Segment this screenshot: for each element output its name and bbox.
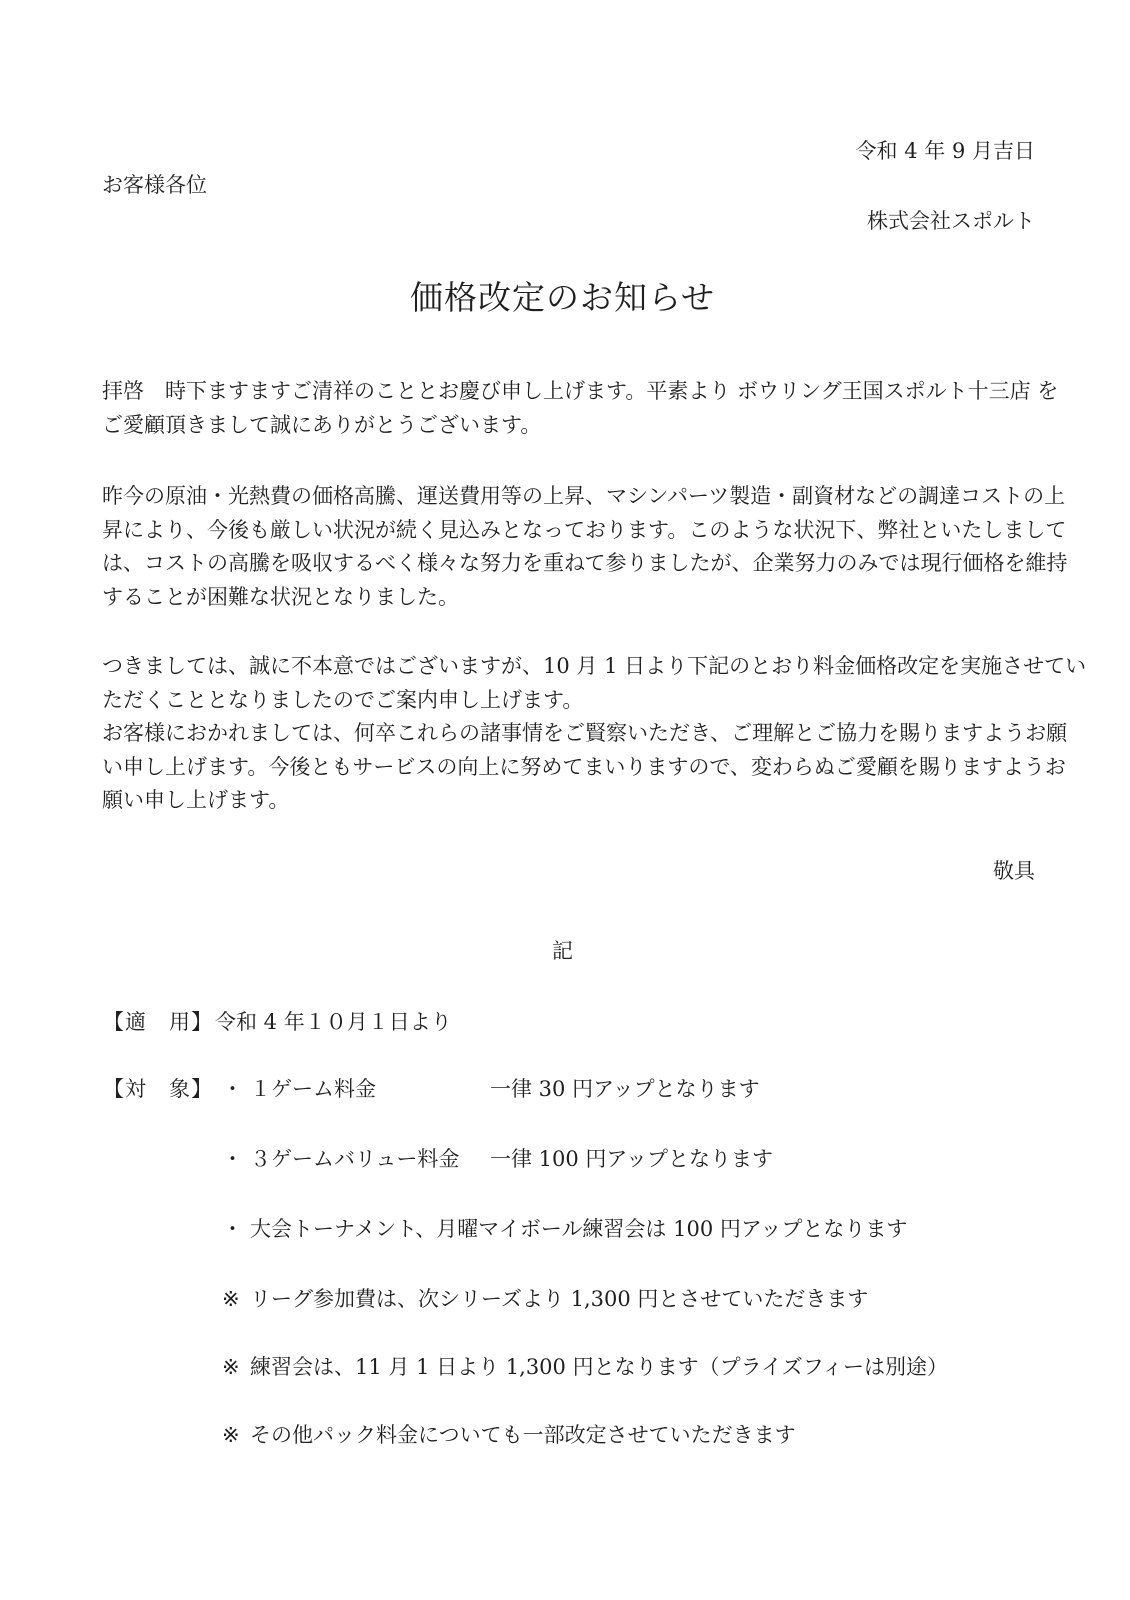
item-name: 大会トーナメント、月曜マイボール練習会は 100 円アップとなります bbox=[250, 1217, 908, 1241]
bullet-marker: ・ bbox=[222, 1147, 243, 1171]
letter-date: 令和 4 年 9 月吉日 bbox=[855, 139, 1035, 163]
letter-sender: 株式会社スポルト bbox=[867, 209, 1035, 233]
body-line: い申し上げます。今後ともサービスの向上に努めてまいりますので、変わらぬご愛顧を賜りますようお bbox=[102, 754, 1066, 779]
application-value: 令和 4 年１０月１日より bbox=[215, 1010, 452, 1034]
notice-marker: 記 bbox=[552, 939, 573, 963]
body-line: 昨今の原油・光熱費の価格高騰、運送費用等の上昇、マシンパーツ製造・副資材などの調達コストの上 bbox=[102, 484, 1066, 508]
item-detail: 一律 100 円アップとなります bbox=[490, 1147, 773, 1171]
target-row-game1 bbox=[102, 1072, 1035, 1106]
body-line: 願い申し上げます。 bbox=[102, 788, 290, 812]
note-text: その他パック料金についても一部改定させていただきます bbox=[250, 1423, 796, 1447]
note-row-practice bbox=[102, 1350, 1035, 1384]
note-marker: ※ bbox=[222, 1423, 240, 1447]
item-name: ３ゲームバリュー料金 bbox=[250, 1147, 460, 1171]
note-text: 練習会は、11 月 1 日より 1,300 円となります（プライズフィーは別途） bbox=[250, 1355, 949, 1379]
closing-word: 敬具 bbox=[993, 859, 1035, 883]
target-row-tournament bbox=[102, 1212, 1035, 1246]
application-label: 【適 用】 bbox=[103, 1010, 213, 1034]
greeting-paragraph bbox=[102, 375, 1059, 442]
note-marker: ※ bbox=[222, 1287, 240, 1311]
letter-recipient: お客様各位 bbox=[102, 173, 207, 197]
body-line: は、コストの高騰を吸収するべく様々な努力を重ねて参りましたが、企業努力のみでは現行価格を維持 bbox=[102, 551, 1068, 575]
note-text: リーグ参加費は、次シリーズより 1,300 円とさせていただきます bbox=[250, 1287, 869, 1311]
letter-title: 価格改定のお知らせ bbox=[409, 278, 715, 317]
body-line: することが困難な状況となりました。 bbox=[102, 584, 459, 609]
application-row bbox=[102, 1005, 1035, 1039]
note-row-league bbox=[102, 1282, 1035, 1316]
item-detail: 一律 30 円アップとなります bbox=[490, 1077, 760, 1101]
body-paragraph-costs bbox=[102, 480, 1068, 614]
greeting-line: ご愛顧頂きまして誠にありがとうございます。 bbox=[102, 412, 542, 437]
body-line: ただくこととなりましたのでご案内申し上げます。 bbox=[102, 687, 584, 712]
target-row-game3 bbox=[102, 1142, 1035, 1176]
body-paragraph-revision bbox=[102, 650, 1087, 818]
body-line: つきましては、誠に不本意ではございますが、10 月 1 日より下記のとおり料金価格改定を実施させてい bbox=[102, 654, 1087, 678]
greeting-line: 拝啓 時下ますますご清祥のこととお慶び申し上げます。平素より ボウリング王国スポルト十三店 を bbox=[102, 379, 1059, 403]
note-marker: ※ bbox=[222, 1355, 240, 1379]
body-line: 昇により、今後も厳しい状況が続く見込みとなっております。このような状況下、弊社といたしまして bbox=[102, 517, 1067, 542]
target-label: 【対 象】 bbox=[103, 1077, 213, 1101]
item-name: １ゲーム料金 bbox=[250, 1077, 376, 1101]
bullet-marker: ・ bbox=[222, 1077, 243, 1101]
body-line: お客様におかれましては、何卒これらの諸事情をご賢察いただき、ご理解とご協力を賜りますようお願 bbox=[102, 721, 1068, 745]
bullet-marker: ・ bbox=[222, 1217, 243, 1241]
note-row-pack bbox=[102, 1418, 1035, 1452]
